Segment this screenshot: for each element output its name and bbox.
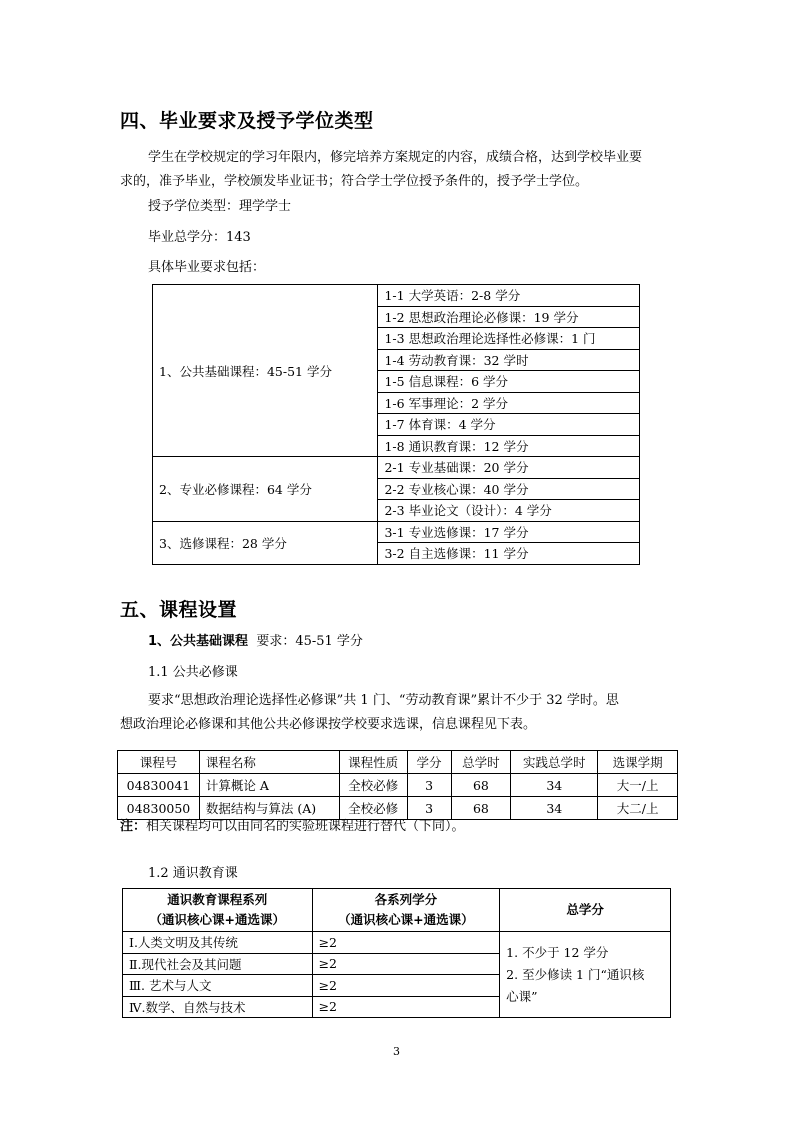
group-item: 1-7 体育课：4 学分 — [378, 414, 640, 436]
course-credits: 3 — [407, 797, 451, 820]
series-name: Ⅳ.数学、自然与技术 — [123, 996, 313, 1018]
column-header — [312, 889, 500, 932]
group-item: 1-4 劳动教育课：32 学时 — [378, 349, 640, 371]
series-name: Ⅲ. 艺术与人文 — [123, 975, 313, 997]
total-credits: 毕业总学分：143 — [148, 230, 251, 245]
group-name: 1、公共基础课程：45-51 学分 — [153, 285, 378, 457]
degree-type: 授予学位类型：理学学士 — [148, 199, 292, 214]
requirements-table — [152, 284, 640, 565]
column-header: 课程号 — [118, 751, 200, 774]
group-item: 2-2 专业核心课：40 学分 — [378, 478, 640, 500]
column-header: 总学时 — [451, 751, 511, 774]
group-name: 3、选修课程：28 学分 — [153, 521, 378, 564]
series-credits: ≥2 — [312, 953, 500, 975]
series-name: Ⅰ.人类文明及其传统 — [123, 932, 313, 954]
subsection12-title: 1.2 通识教育课 — [148, 866, 238, 881]
requirements-intro: 具体毕业要求包括： — [148, 260, 266, 275]
group-item: 1-2 思想政治理论必修课：19 学分 — [378, 306, 640, 328]
column-header — [123, 889, 313, 932]
section4-heading: 四、毕业要求及授予学位类型 — [120, 110, 374, 132]
note-text: 相关课程均可以由同名的实验班课程进行替代（下同）。 — [146, 819, 465, 834]
para1-line1: 学生在学校规定的学习年限内，修完培养方案规定的内容，成绩合格，达到学校毕业要 — [148, 150, 643, 165]
column-header: 课程名称 — [199, 751, 339, 774]
course-practice-hours: 34 — [511, 797, 598, 820]
group-item: 1-3 思想政治理论选择性必修课：1 门 — [378, 328, 640, 350]
course-type: 全校必修 — [339, 797, 407, 820]
general-education-table — [122, 888, 671, 1018]
series-name: Ⅱ.现代社会及其问题 — [123, 953, 313, 975]
group-item: 1-8 通识教育课：12 学分 — [378, 435, 640, 457]
column-header: 选课学期 — [598, 751, 678, 774]
subsection1-requirement: 要求：45-51 学分 — [256, 634, 363, 649]
table-header-row — [118, 751, 678, 774]
note-label: 注： — [120, 819, 147, 834]
table-row — [153, 285, 640, 307]
header-line: （通识核心课+通选课） — [149, 912, 286, 927]
page-number: 3 — [393, 1045, 400, 1058]
group-item: 1-5 信息课程：6 学分 — [378, 371, 640, 393]
column-header: 实践总学时 — [511, 751, 598, 774]
course-semester: 大一/上 — [598, 774, 678, 797]
total-line: 1. 不少于 12 学分 — [506, 944, 609, 960]
course-credits: 3 — [407, 774, 451, 797]
column-header: 课程性质 — [339, 751, 407, 774]
course-hours: 68 — [451, 774, 511, 797]
header-line: 通识教育课程系列 — [167, 892, 268, 907]
subsection1-title: 1、公共基础课程 — [148, 634, 249, 649]
para1-line2: 求的，准予毕业，学校颁发毕业证书；符合学士学位授予条件的，授予学士学位。 — [120, 174, 589, 189]
group-item: 1-6 军事理论：2 学分 — [378, 392, 640, 414]
total-line: 2. 至少修读 1 门“通识核 — [506, 966, 645, 982]
group-item: 1-1 大学英语：2-8 学分 — [378, 285, 640, 307]
course-type: 全校必修 — [339, 774, 407, 797]
course-id: 04830041 — [118, 774, 200, 797]
table-row — [153, 521, 640, 543]
column-header: 学分 — [407, 751, 451, 774]
course-table — [117, 750, 678, 820]
table-header-row — [123, 889, 671, 932]
group-name: 2、专业必修课程：64 学分 — [153, 457, 378, 522]
series-credits: ≥2 — [312, 996, 500, 1018]
section5-heading: 五、课程设置 — [120, 599, 238, 621]
series-credits: ≥2 — [312, 932, 500, 954]
para2-line2: 想政治理论必修课和其他公共必修课按学校要求选课，信息课程见下表。 — [120, 717, 537, 732]
subsection11-title: 1.1 公共必修课 — [148, 665, 238, 680]
table-row — [153, 457, 640, 479]
course-name: 数据结构与算法 (A) — [199, 797, 339, 820]
group-item: 3-2 自主选修课：11 学分 — [378, 543, 640, 565]
group-item: 2-1 专业基础课：20 学分 — [378, 457, 640, 479]
course-practice-hours: 34 — [511, 774, 598, 797]
table-row — [118, 774, 678, 797]
header-line: （通识核心课+通选课） — [338, 912, 474, 927]
course-semester: 大二/上 — [598, 797, 678, 820]
subsection1-line — [148, 630, 363, 654]
group-item: 3-1 专业选修课：17 学分 — [378, 521, 640, 543]
course-id: 04830050 — [118, 797, 200, 820]
para2-line1: 要求“思想政治理论选择性必修课”共 1 门、“劳动教育课”累计不少于 32 学时。思 — [148, 693, 619, 708]
group-item: 2-3 毕业论文（设计）：4 学分 — [378, 500, 640, 522]
table-row — [123, 932, 671, 954]
note-line — [120, 815, 465, 839]
total-credits-cell — [500, 932, 671, 1018]
series-credits: ≥2 — [312, 975, 500, 997]
total-line: 心课” — [506, 988, 538, 1004]
course-hours: 68 — [451, 797, 511, 820]
column-header: 总学分 — [500, 889, 671, 932]
course-name: 计算概论 A — [199, 774, 339, 797]
header-line: 各系列学分 — [374, 892, 438, 907]
